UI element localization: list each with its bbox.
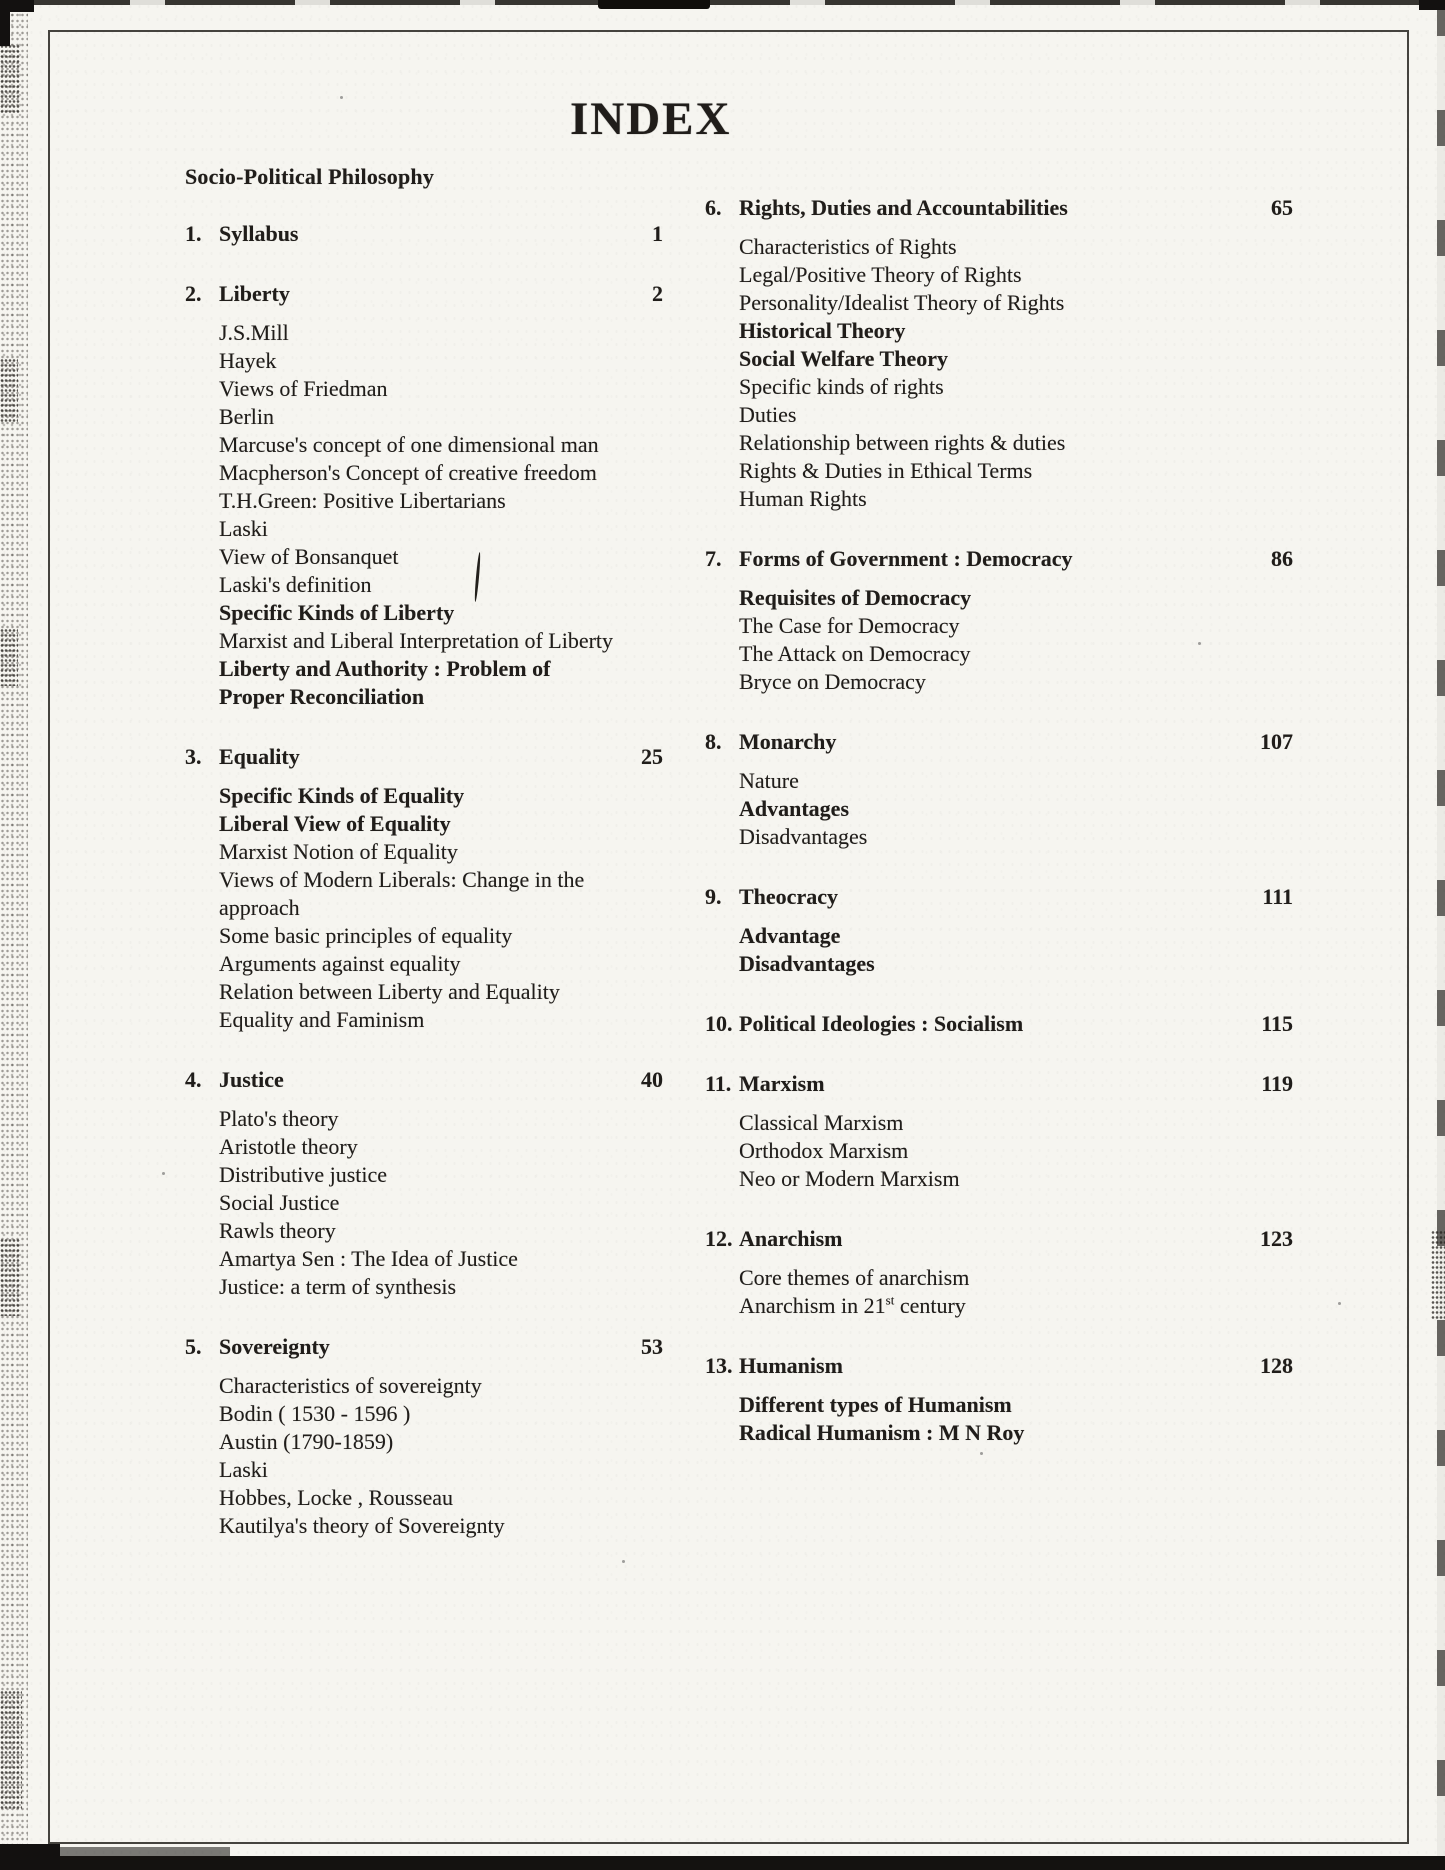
- section-number: 8.: [705, 729, 722, 754]
- scan-speck: [340, 96, 343, 99]
- index-section: [185, 220, 663, 248]
- index-subtopic: Neo or Modern Marxism: [739, 1166, 960, 1191]
- section-page-number: 2: [652, 281, 663, 306]
- index-subtopic: Orthodox Marxism: [739, 1138, 909, 1163]
- index-subtopic: Disadvantages: [739, 824, 868, 849]
- index-subtopic: T.H.Green: Positive Libertarians: [219, 488, 506, 513]
- scan-blotch: [0, 1238, 20, 1316]
- scan-edge-left: [0, 0, 28, 1870]
- index-subtopic: Specific kinds of rights: [739, 374, 944, 399]
- section-title: Political Ideologies : Socialism: [739, 1011, 1024, 1036]
- index-section: [705, 728, 1293, 851]
- index-section: [705, 1352, 1293, 1447]
- section-page-number: 123: [1260, 1226, 1293, 1251]
- section-page-number: 119: [1261, 1071, 1293, 1096]
- section-heading: [705, 883, 1293, 911]
- section-number: 9.: [705, 884, 722, 909]
- section-number: 2.: [185, 281, 202, 306]
- index-subtopic: Bryce on Democracy: [739, 669, 926, 694]
- index-subtopic: Laski: [219, 516, 268, 541]
- section-page-number: 86: [1271, 546, 1293, 571]
- scan-blotch: [0, 1690, 22, 1810]
- index-subtopic: Arguments against equality: [219, 951, 461, 976]
- scan-speck: [162, 1172, 165, 1175]
- index-subtopic: J.S.Mill: [219, 320, 289, 345]
- index-subtopic: Austin (1790-1859): [219, 1429, 394, 1454]
- section-heading: [185, 220, 663, 248]
- section-heading: [705, 1352, 1293, 1380]
- index-subtopic: Human Rights: [739, 486, 867, 511]
- index-subtopic: Duties: [739, 402, 797, 427]
- index-section: [185, 743, 663, 1034]
- section-subtopics: [705, 1109, 1293, 1193]
- index-subtopic: Rawls theory: [219, 1218, 336, 1243]
- index-section: [185, 280, 663, 711]
- section-page-number: 1: [652, 221, 663, 246]
- index-subtopic: Liberal View of Equality: [219, 811, 451, 836]
- index-subtopic: Advantages: [739, 796, 850, 821]
- scan-corner-mark: [1419, 0, 1445, 10]
- index-subtopic: Plato's theory: [219, 1106, 339, 1131]
- index-subtopic: Relationship between rights & duties: [739, 430, 1066, 455]
- section-subtopics: [705, 233, 1293, 513]
- index-subtopic: Relation between Liberty and Equality: [219, 979, 560, 1004]
- section-heading: [705, 545, 1293, 573]
- index-subtopic: Marxist and Liberal Interpretation of Liberty: [219, 628, 614, 653]
- superscript: st: [885, 1292, 895, 1308]
- section-heading: [185, 743, 663, 771]
- section-number: 12.: [705, 1226, 733, 1251]
- index-subtopic: Hayek: [219, 348, 277, 373]
- section-page-number: 111: [1262, 884, 1293, 909]
- section-number: 3.: [185, 744, 202, 769]
- section-title: Theocracy: [739, 884, 838, 909]
- scan-corner-mark: [0, 0, 10, 46]
- section-title: Sovereignty: [219, 1334, 330, 1359]
- index-subtopic: View of Bonsanquet: [219, 544, 399, 569]
- index-subtopic: Marxist Notion of Equality: [219, 839, 458, 864]
- index-subtopic: Specific Kinds of Equality: [219, 783, 465, 808]
- index-subtopic: Social Justice: [219, 1190, 340, 1215]
- section-heading: [705, 1010, 1293, 1038]
- index-column-right: [705, 194, 1293, 1479]
- section-title: Liberty: [219, 281, 290, 306]
- index-section: [705, 545, 1293, 696]
- index-subtopic: Hobbes, Locke , Rousseau: [219, 1485, 454, 1510]
- section-heading: [705, 728, 1293, 756]
- section-number: 13.: [705, 1353, 733, 1378]
- section-subtopics: [705, 584, 1293, 696]
- index-subtopic: Social Welfare Theory: [739, 346, 948, 371]
- section-heading: [185, 280, 663, 308]
- index-subtopic: Classical Marxism: [739, 1110, 904, 1135]
- index-subtopic: Marcuse's concept of one dimensional man: [219, 432, 599, 457]
- section-title: Anarchism: [739, 1226, 843, 1251]
- section-page-number: 128: [1260, 1353, 1293, 1378]
- section-title: Rights, Duties and Accountabilities: [739, 195, 1068, 220]
- section-subtopics: [185, 319, 663, 711]
- index-subtopic: Requisites of Democracy: [739, 585, 972, 610]
- index-section: [705, 1225, 1293, 1320]
- index-subtopic: Aristotle theory: [219, 1134, 358, 1159]
- section-subtopics: [705, 922, 1293, 978]
- section-page-number: 107: [1260, 729, 1293, 754]
- index-subtopic: Nature: [739, 768, 799, 793]
- index-subtopic: Macpherson's Concept of creative freedom: [219, 460, 597, 485]
- index-subtopic: Anarchism in 21st century: [739, 1292, 966, 1318]
- index-subtopic: Some basic principles of equality: [219, 923, 513, 948]
- index-subtopic: Rights & Duties in Ethical Terms: [739, 458, 1033, 483]
- section-subtopics: [185, 1372, 663, 1540]
- index-section: [705, 1070, 1293, 1193]
- index-subtopic: Historical Theory: [739, 318, 906, 343]
- section-title: Monarchy: [739, 729, 837, 754]
- index-subtopic: Distributive justice: [219, 1162, 388, 1187]
- index-subtopic: approach: [219, 895, 300, 920]
- subject-heading: Socio-Political Philosophy: [185, 164, 435, 189]
- section-title: Syllabus: [219, 221, 299, 246]
- index-subtopic: Radical Humanism : M N Roy: [739, 1420, 1025, 1445]
- index-subtopic: Justice: a term of synthesis: [219, 1274, 457, 1299]
- section-subtopics: [705, 767, 1293, 851]
- section-heading: [185, 1066, 663, 1094]
- index-subtopic: Legal/Positive Theory of Rights: [739, 262, 1022, 287]
- section-title: Forms of Government : Democracy: [739, 546, 1073, 571]
- index-subtopic: Disadvantages: [739, 951, 875, 976]
- scan-speck: [1338, 1302, 1341, 1305]
- section-title: Marxism: [739, 1071, 825, 1096]
- scan-corner-mark: [0, 1844, 60, 1870]
- index-subtopic: Core themes of anarchism: [739, 1265, 970, 1290]
- scan-blotch: [0, 358, 18, 422]
- index-subtopic: Specific Kinds of Liberty: [219, 600, 455, 625]
- section-page-number: 115: [1261, 1011, 1293, 1036]
- section-heading: [185, 1333, 663, 1361]
- index-section: [185, 1066, 663, 1301]
- section-number: 4.: [185, 1067, 202, 1092]
- scan-blotch: [0, 628, 18, 686]
- index-subtopic: Views of Modern Liberals: Change in the: [219, 867, 585, 892]
- index-subtopic: Characteristics of sovereignty: [219, 1373, 482, 1398]
- index-subtopic: Laski: [219, 1457, 268, 1482]
- index-subtopic: Views of Friedman: [219, 376, 388, 401]
- index-subtopic: Personality/Idealist Theory of Rights: [739, 290, 1065, 315]
- section-number: 5.: [185, 1334, 202, 1359]
- section-page-number: 53: [641, 1334, 663, 1359]
- section-title: Justice: [219, 1067, 284, 1092]
- section-subtopics: [185, 782, 663, 1034]
- index-subtopic: Liberty and Authority : Problem of: [219, 656, 551, 681]
- index-subtopic: Proper Reconciliation: [219, 684, 425, 709]
- scan-edge-top: [0, 0, 1445, 5]
- section-title: Humanism: [739, 1353, 843, 1378]
- section-subtopics: [705, 1391, 1293, 1447]
- section-number: 10.: [705, 1011, 733, 1036]
- index-section: [185, 1333, 663, 1540]
- scan-edge-right: [1437, 0, 1445, 1870]
- index-column-left: [185, 220, 663, 1572]
- index-subtopic: Advantage: [739, 923, 841, 948]
- scan-mark-top: [598, 0, 710, 9]
- index-subtopic: Laski's definition: [219, 572, 372, 597]
- index-subtopic: The Case for Democracy: [739, 613, 960, 638]
- index-subtopic: Berlin: [219, 404, 274, 429]
- index-subtopic: Equality and Faminism: [219, 1007, 425, 1032]
- section-heading: [705, 1070, 1293, 1098]
- index-subtopic: Different types of Humanism: [739, 1392, 1012, 1417]
- index-section: [705, 194, 1293, 513]
- section-page-number: 65: [1271, 195, 1293, 220]
- section-heading: [705, 194, 1293, 222]
- section-number: 11.: [705, 1071, 732, 1096]
- scan-edge-bottom: [0, 1856, 1445, 1870]
- section-number: 6.: [705, 195, 722, 220]
- section-number: 7.: [705, 546, 722, 571]
- index-subtopic: Characteristics of Rights: [739, 234, 957, 259]
- index-section: [705, 883, 1293, 978]
- page-title: INDEX: [570, 93, 732, 145]
- index-subtopic: Kautilya's theory of Sovereignty: [219, 1513, 505, 1538]
- section-title: Equality: [219, 744, 300, 769]
- scan-blotch: [0, 44, 20, 114]
- index-subtopic: Amartya Sen : The Idea of Justice: [219, 1246, 518, 1271]
- section-number: 1.: [185, 221, 202, 246]
- section-page-number: 25: [641, 744, 663, 769]
- scan-blotch: [1431, 1230, 1445, 1320]
- index-section: [705, 1010, 1293, 1038]
- section-page-number: 40: [641, 1067, 663, 1092]
- index-subtopic: The Attack on Democracy: [739, 641, 971, 666]
- index-subtopic: Bodin ( 1530 - 1596 ): [219, 1401, 411, 1426]
- section-subtopics: [705, 1264, 1293, 1320]
- section-heading: [705, 1225, 1293, 1253]
- section-subtopics: [185, 1105, 663, 1301]
